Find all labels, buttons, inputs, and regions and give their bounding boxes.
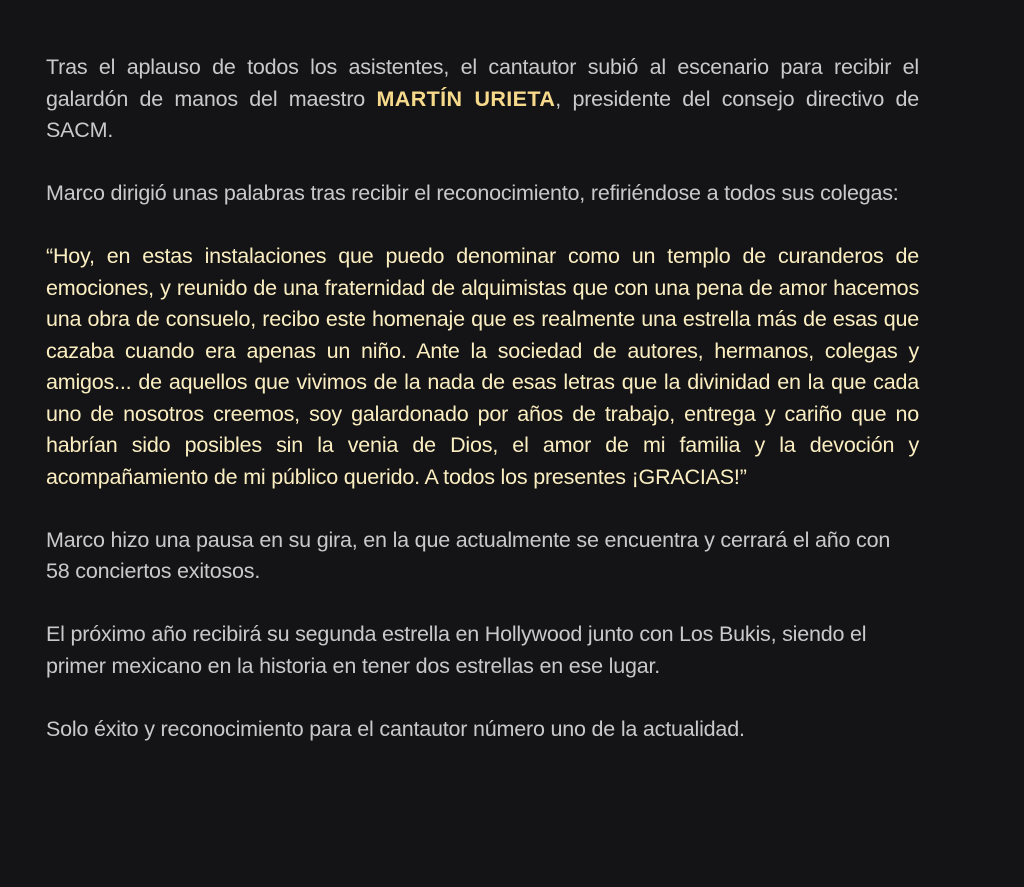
paragraph-award [46,52,919,147]
paragraph-speech-intro: Marco dirigió unas palabras tras recibir el reconocimiento, refiriéndose a todos sus colegas: [46,181,899,205]
speech-quote: “Hoy, en estas instalaciones que puedo denominar como un templo de curanderos de emociones, y reunido de una fraternidad de alquimistas que con una pena de amor hacemos una obra de consuelo, recibo este homenaje que es realmente una estrella más de esas que cazaba cuando era apenas un niño. Ante la sociedad de autores, hermanos, colegas y amigos... de aquellos que vivimos de la nada de esas letras que la divinidad en la que cada uno de nosotros creemos, soy galardonado por años de trabajo, entrega y cariño que no habrían sido posibles sin la venia de Dios, el amor de mi familia y la devoción y acompañamiento de mi público querido. A todos los presentes ¡GRACIAS!” [46,244,919,489]
paragraph-hollywood-star: El próximo año recibirá su segunda estrella en Hollywood junto con Los Bukis, siendo el primer mexicano en la historia en tener dos estrellas en ese lugar. [46,622,867,678]
paragraph-tour: Marco hizo una pausa en su gira, en la que actualmente se encuentra y cerrará el año con 58 conciertos exitosos. [46,527,891,583]
paragraph-closing: Solo éxito y reconocimiento para el cantautor número uno de la actualidad. [46,716,745,741]
paragraph-award-intro: Tras el aplauso de todos los asistentes, el cantautor subió al escenario para recibir el galardón de manos del maestro [46,55,919,111]
paragraph-award-end: , presidente del consejo directivo de SACM. [46,86,919,142]
highlight-name: MARTÍN URIETA [376,86,556,111]
article-body [46,52,919,777]
